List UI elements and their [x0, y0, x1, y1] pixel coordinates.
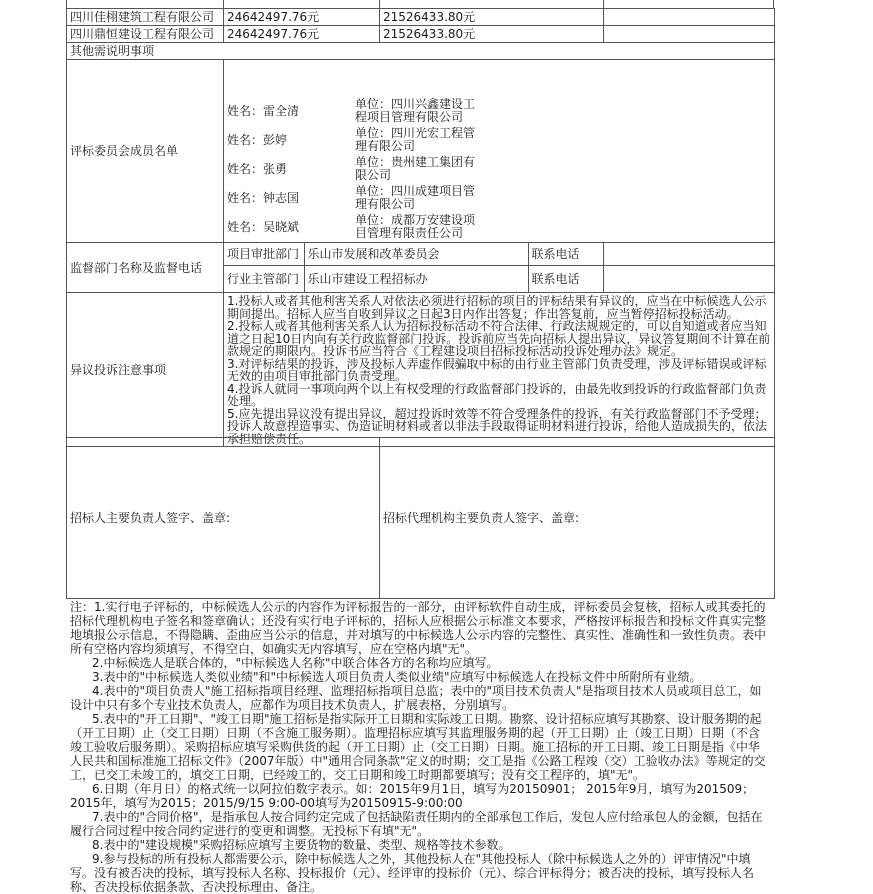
table-row [67, 43, 775, 60]
table-top-fragment [66, 0, 774, 8]
member-unit: 单位：四川光宏工程管理有限公司 [355, 125, 476, 153]
phone-label: 联系电话 [528, 266, 603, 293]
phone-label: 联系电话 [528, 243, 603, 266]
supervision-label: 监督部门名称及监督电话 [67, 243, 224, 293]
member-name: 姓名：雷全清 [227, 103, 300, 118]
note-item: 9.参与投标的所有投标人都需要公示，除中标候选人之外，其他投标人在"其他投标人（除中标候选人之外的）评审情况"中填写。没有被否决的投标，填写投标人名称、投标报价（元）、经评审的投标价（元）、综合评标得分；被否决的投标，填写投标人名称、否决投标依据条款、否决投标理由、备注。 [70, 852, 755, 894]
note-item: 8.表中的"建设规模"采购招标应填写主要货物的数量、类型、规格等技术参数。 [92, 838, 511, 852]
table-row [67, 438, 775, 599]
member-row [227, 154, 771, 183]
table-row [224, 243, 775, 266]
amount-cell: 24642497.76元 [224, 26, 380, 43]
member-unit: 单位：四川成建项目管理有限公司 [355, 183, 476, 211]
sign-left: 招标人主要负责人签字、盖章: [67, 438, 380, 599]
member-unit: 单位：四川兴鑫建设工程项目管理有限公司 [355, 96, 476, 124]
signature-table [66, 437, 775, 599]
note-item: 6.日期（年月日）的格式统一以阿拉伯数字表示。如：2015年9月1日，填写为20150901； 2015年9月，填写为201509； 2015年，填写为2015；2015/9/15 9:00-00填写为20150915-9:00:00 [70, 782, 755, 810]
sign-right: 招标代理机构主要负责人签字、盖章: [380, 438, 775, 599]
note-item: 2.中标候选人是联合体的，"中标候选人名称"中联合体各方的名称均应填写。 [92, 656, 499, 670]
amount-cell: 21526433.80元 [380, 26, 604, 43]
company-cell: 四川佳栩建筑工程有限公司 [67, 9, 224, 26]
member-row [227, 212, 771, 241]
note-item: 7.表中的"合同价格"，是指承包人按合同约定完成了包括缺陷责任期内的全部承包工作后，发包人应付给承包人的金额，包括在履行合同过程中按合同约定进行的变更和调整。无投标下有填"无"。 [70, 810, 763, 838]
member-unit: 单位：贵州建工集团有限公司 [355, 154, 476, 182]
member-unit: 单位：成都万安建设项目管理有限责任公司 [355, 212, 476, 240]
phone-value [603, 266, 775, 293]
table-row [224, 266, 775, 293]
committee-table [66, 59, 775, 447]
table-row [67, 243, 775, 293]
table-row [67, 293, 775, 447]
member-name: 姓名：张勇 [227, 161, 288, 176]
notes-section [70, 600, 770, 894]
objection-item: 2.投标人或者其他利害关系人认为招标投标活动不符合法律、行政法规规定的，可以自知道或者应当知道之日起10日内向有关行政监督部门投诉。投诉前应当先向招标人提出异议，异议答复期间不计算在前款规定的期限内。投诉书应当符合《工程建设项目招标投标活动投诉处理办法》规定。 [227, 319, 771, 358]
member-row [227, 125, 771, 154]
committee-label: 评标委员会成员名单 [67, 60, 224, 243]
member-name: 姓名：吴晓斌 [227, 219, 300, 234]
table-row [67, 9, 775, 26]
table-row [67, 26, 775, 43]
member-name: 姓名：彭婷 [227, 132, 288, 147]
amount-cell: 24642497.76元 [224, 9, 380, 26]
dept-name: 乐山市发展和改革委员会 [304, 243, 528, 266]
company-cell: 四川鼎恒建设工程有限公司 [67, 26, 224, 43]
amount-cell: 21526433.80元 [380, 9, 604, 26]
member-name: 姓名：钟志国 [227, 190, 300, 205]
committee-members [224, 60, 775, 243]
dept-type: 行业主管部门 [224, 266, 304, 293]
empty-cell [604, 26, 775, 43]
note-item: 4.表中的"项目负责人"施工招标指项目经理、监理招标指项目总监；表中的"项目技术负责人"是指项目技术人员或项目总工，如设计中只有多个专业技术负责人，应都作为项目技术负责人，扩展表格，分别填写。 [70, 684, 762, 712]
note-item: 5.表中的"开工日期"、"竣工日期"施工招标是指实际开工日期和实际竣工日期。勘察、设计招标应填写其勘察、设计服务期的起（开工日期）止（交工日期）日期（不含施工服务期）。监理招标应填写其监理服务期的起（开工日期）止（竣工日期）日期（不含竣工验收后服务期）。采购招标应填写采购供货的起（开工日期）止（交工日期）日期。施工招标的开工日期、竣工日期是指《中华人民共和国标准施工招标文件》（2007年版）中"通用合同条款"定义的时期；交工是指《公路工程竣（交）工验收办法》等规定的交工，已交工未竣工的，填交工日期，已经竣工的，交工日期和竣工时期都要填写；没有交工程序的，填"无"。 [70, 712, 766, 782]
dept-type: 项目审批部门 [224, 243, 304, 266]
note-item: 3.表中的"中标候选人类似业绩"和"中标候选人项目负责人类似业绩"应填写中标候选人在投标文件中所附所有业绩。 [92, 670, 702, 684]
member-row [227, 96, 771, 125]
empty-cell [604, 9, 775, 26]
bid-result-table [66, 8, 775, 60]
other-matters-label: 其他需说明事项 [67, 43, 775, 60]
member-row [227, 183, 771, 212]
supervision-cell [224, 243, 775, 293]
objection-item: 3.对评标结果的投诉，涉及投标人弄虚作假骗取中标的由行业主管部门负责受理，涉及评标错误或评标无效的由项目审批部门负责受理。 [227, 356, 767, 383]
table-row [67, 60, 775, 243]
objection-item: 5.应先提出异议没有提出异议，超过投诉时效等不符合受理条件的投诉，有关行政监督部门不予受理；投诉人故意捏造事实、伪造证明材料或者以非法手段取得证明材料进行投诉，给他人造成损失的，依法承担赔偿责任。 [227, 406, 768, 446]
dept-name: 乐山市建设工程招标办 [304, 266, 528, 293]
objection-item: 4.投诉人就同一事项向两个以上有权受理的行政监督部门投诉的，由最先收到投诉的行政监督部门负责处理。 [227, 381, 767, 408]
note-item: 注：1.实行电子评标的，中标候选人公示的内容作为评标报告的一部分，由评标软件自动生成，评标委员会复核，招标人或其委托的招标代理机构电子签名和签章确认；还没有实行电子评标的，招标人应根据公示标准文本要求，严格按评标报告和投标文件真实完整地填报公示信息，不得隐瞒、歪曲应当公示的信息，并对填写的中标候选人公示内容的完整性、真实性、准确性和一致性负责。表中所有空格内容均须填写，不得空白，如确实无内容填写，应在空格内填"无"。 [70, 600, 767, 656]
phone-value [603, 243, 775, 266]
objection-content [224, 293, 775, 447]
objection-label: 异议投诉注意事项 [67, 293, 224, 447]
supervision-table [224, 243, 775, 292]
objection-item: 1.投标人或者其他利害关系人对依法必须进行招标的项目的评标结果有异议的，应当在中标候选人公示期间提出。招标人应当自收到异议之日起3日内作出答复；作出答复前，应当暂停招标投标活动。 [227, 294, 767, 321]
